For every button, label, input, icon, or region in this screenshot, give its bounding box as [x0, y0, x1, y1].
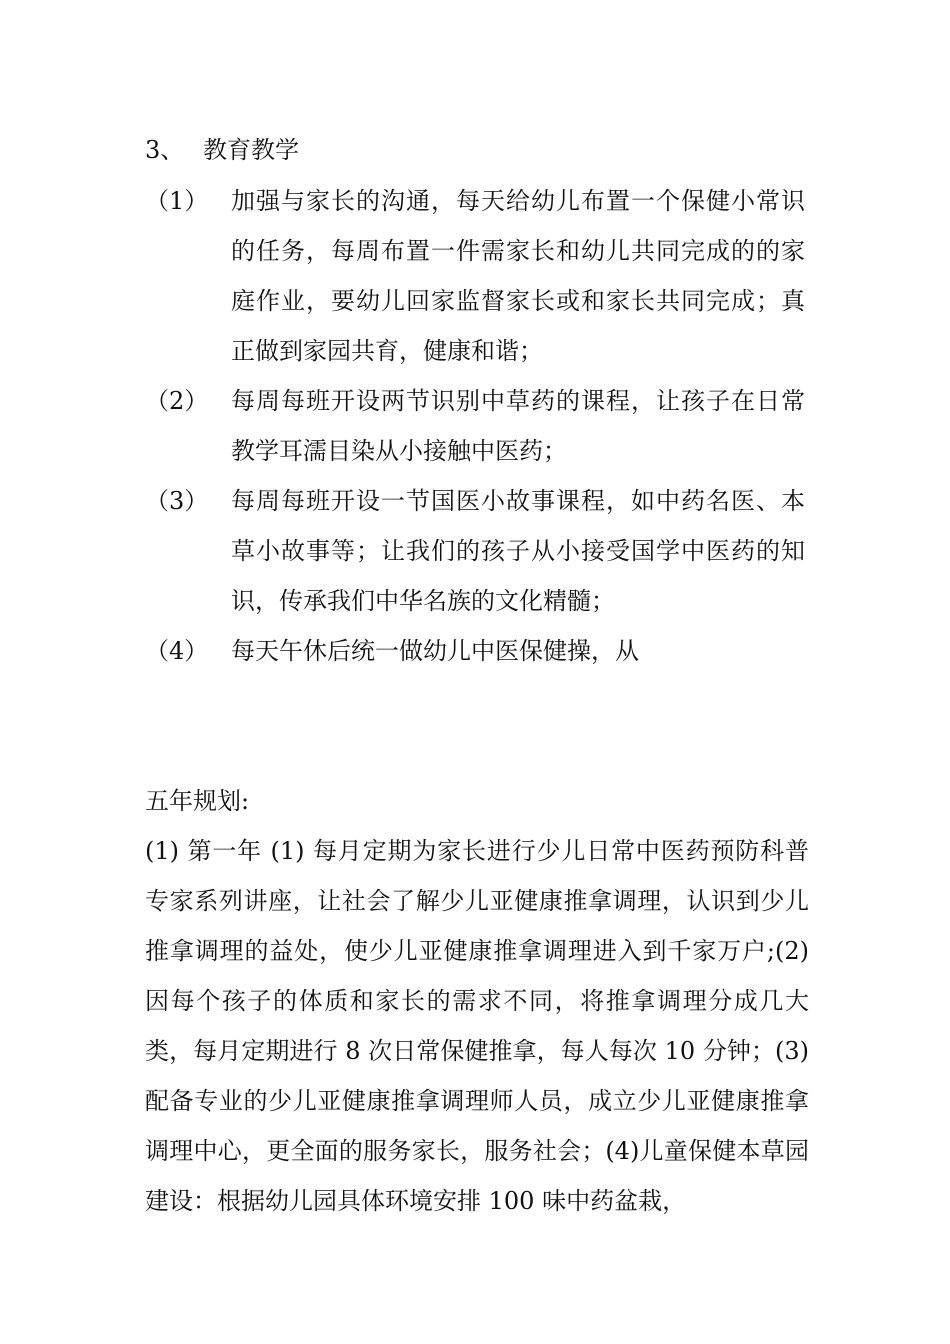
list-item-marker: （1）	[145, 187, 209, 215]
list-item-marker: （3）	[145, 487, 209, 515]
list-item	[145, 176, 815, 376]
list-item-text: 每天午休后统一做幼儿中医保健操，从	[231, 637, 639, 665]
list-item	[145, 476, 815, 626]
list-item-text: 每周每班开设一节国医小故事课程，如中药名医、本草小故事等；让我们的孩子从小接受国学中医药的知识，传承我们中华名族的文化精髓；	[231, 487, 805, 615]
list-item-text: 每周每班开设两节识别中草药的课程，让孩子在日常教学耳濡目染从小接触中医药；	[231, 387, 805, 465]
list-item	[145, 376, 815, 476]
five-year-plan	[145, 776, 809, 1226]
plan-body: (1) 第一年 (1) 每月定期为家长进行少儿日常中医药预防科普专家系列讲座，让社会了解少儿亚健康推拿调理，认识到少儿推拿调理的益处，使少儿亚健康推拿调理进入到千家万户;(2) 因每个孩子的体质和家长的需求不同，将推拿调理分成几大类，每月定期进行 8 次日常保健推拿，每人每次 10 分钟；(3) 配备专业的少儿亚健康推拿调理师人员，成立少儿亚健康推拿调理中心，更全面的服务家长，服务社会；(4)儿童保健本草园建设：根据幼儿园具体环境安排 100 味中药盆栽，	[145, 837, 809, 1215]
list-item-marker: （4）	[145, 637, 209, 665]
numbered-list	[145, 176, 815, 676]
list-item-text: 加强与家长的沟通，每天给幼儿布置一个保健小常识的任务，每周布置一件需家长和幼儿共同完成的的家庭作业，要幼儿回家监督家长或和家长共同完成；真正做到家园共育，健康和谐；	[231, 187, 805, 365]
plan-title: 五年规划:	[145, 787, 250, 815]
list-item-marker: （2）	[145, 387, 209, 415]
section-title: 教育教学	[203, 136, 299, 164]
section-heading	[145, 132, 299, 168]
list-item	[145, 626, 815, 676]
section-number: 3、	[145, 136, 185, 164]
